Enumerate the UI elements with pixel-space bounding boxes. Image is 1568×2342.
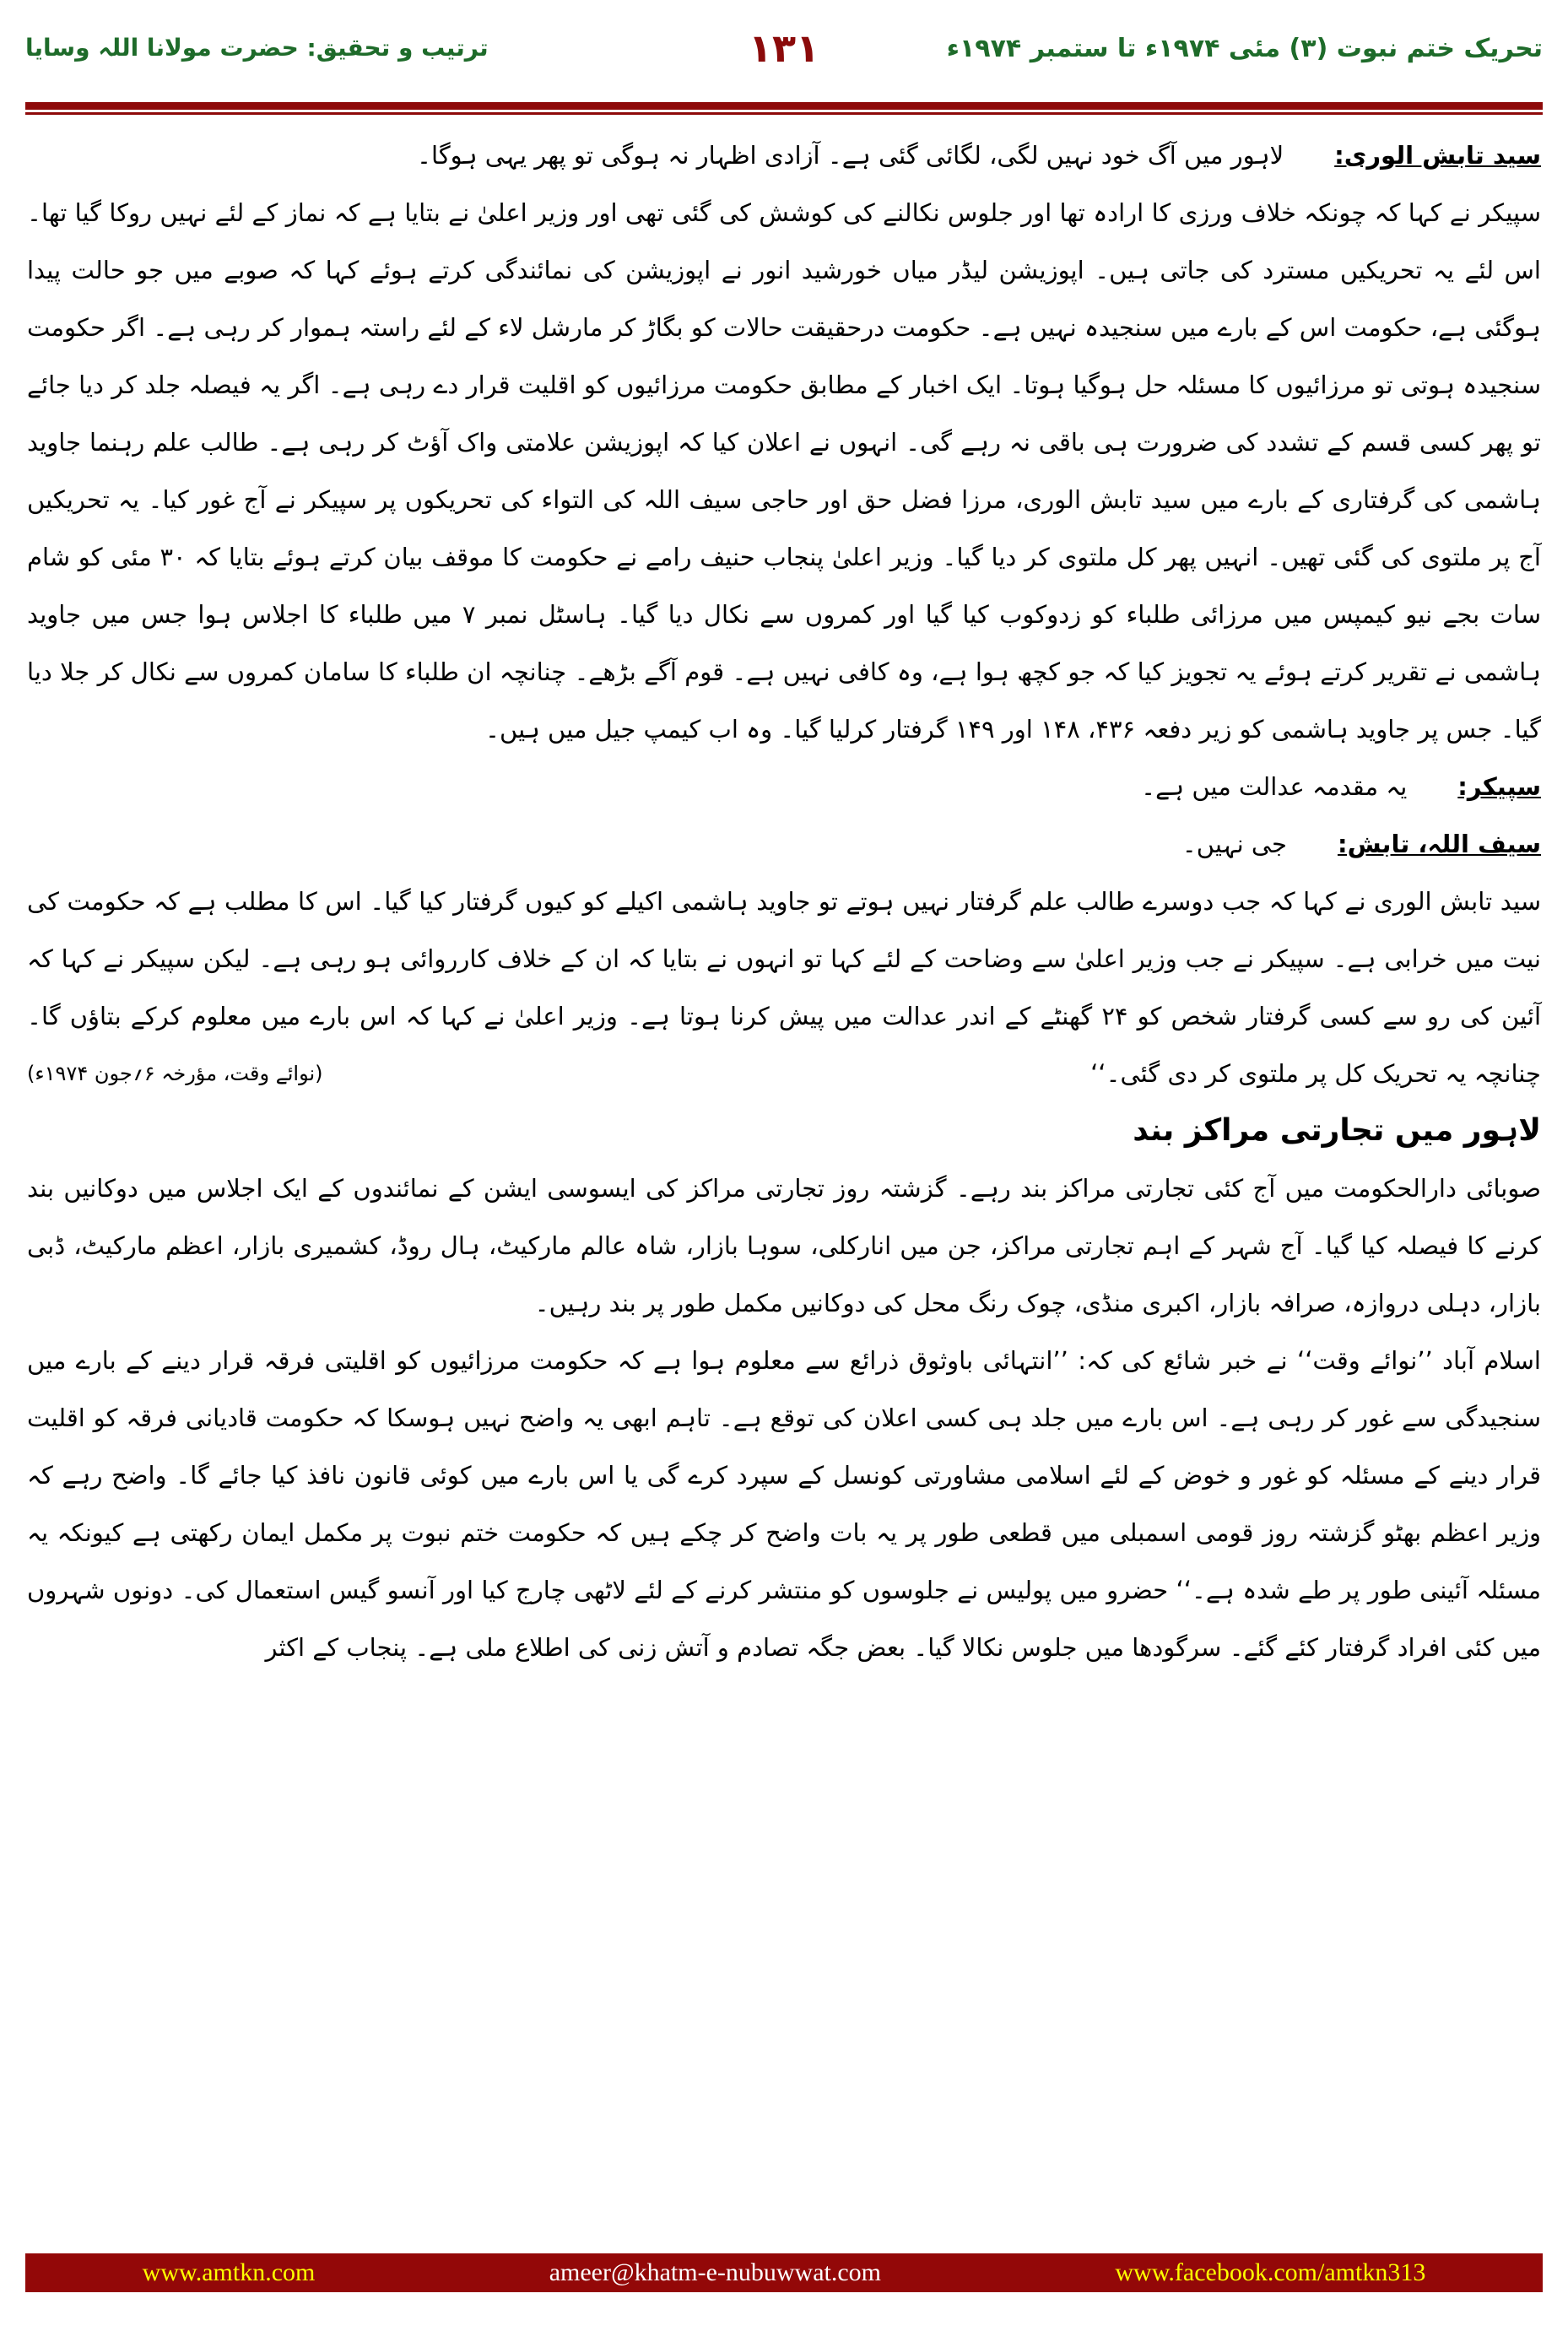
page-footer (25, 2253, 1543, 2292)
speaker-line (27, 815, 1541, 873)
speaker-text: جی نہیں۔ (1181, 830, 1287, 858)
header-rule-thin (25, 112, 1543, 115)
facebook-link[interactable]: www.facebook.com/amtkn313 (1115, 2258, 1426, 2286)
speaker-text: لاہور میں آگ خود نہیں لگی، لگائی گئی ہے۔ آزادی اظہار نہ ہوگی تو پھر یہی ہوگا۔ (416, 141, 1284, 170)
section-heading: لاہور میں تجارتی مراکز بند (1133, 1113, 1541, 1148)
page-header (25, 25, 1543, 101)
header-rule-thick (25, 102, 1543, 110)
paragraph-text: سید تابش الوری نے کہا کہ جب دوسرے طالب علم گرفتار نہیں ہوتے تو جاوید ہاشمی اکیلے کو کیوں گرفتار کیا گیا۔ اس کا مطلب ہے کہ حکومت کی نیت میں خرابی ہے۔ سپیکر نے جب وزیر اعلیٰ سے وضاحت کے لئے کہا تو انہوں نے بتایا کہ ان کے خلاف کارروائی ہو رہی ہے۔ لیکن سپیکر نے کہا کہ آئین کی رو سے کسی گرفتار شخص کو ۲۴ گھنٹے کے اندر عدالت میں پیش کرنا ہوتا ہے۔ وزیر اعلیٰ نے کہا کہ اس بارے میں معلوم کرکے بتاؤں گا۔ چنانچہ یہ تحریک کل پر ملتوی کر دی گئی۔‘‘ (27, 887, 1542, 1088)
paragraph: اسلام آباد ’’نوائے وقت‘‘ نے خبر شائع کی کہ: ’’انتہائی باوثوق ذرائع سے معلوم ہوا ہے کہ حکومت مرزائیوں کو اقلیتی فرقہ قرار دینے کے بارے میں سنجیدگی سے غور کر رہی ہے۔ اس بارے میں جلد ہی کسی اعلان کی توقع ہے۔ تاہم ابھی یہ واضح نہیں ہوسکا کہ حکومت قادیانی فرقہ کو اقلیت قرار دینے کے مسئلہ کو غور و خوض کے لئے اسلامی مشاورتی کونسل کے سپرد کرے گی یا اس بارے میں کوئی قانون نافذ کیا جائے گا۔ واضح رہے کہ وزیر اعظم بھٹو گزشتہ روز قومی اسمبلی میں قطعی طور پر یہ بات واضح کر چکے ہیں کہ حکومت ختم نبوت پر مکمل ایمان رکھتی ہے کیونکہ یہ مسئلہ آئینی طور پر طے شدہ ہے۔‘‘ حضرو میں پولیس نے جلوسوں کو منتشر کرنے کے لئے لاٹھی چارج کیا اور آنسو گیس استعمال کی۔ دونوں شہروں میں کئی افراد گرفتار کئے گئے۔ سرگودھا میں جلوس نکالا گیا۔ بعض جگہ تصادم و آتش زنی کی اطلاع ملی ہے۔ پنجاب کے اکثر (27, 1346, 1541, 1662)
paragraph (27, 873, 1541, 1102)
website-link[interactable]: www.amtkn.com (142, 2258, 316, 2286)
speaker-line (27, 758, 1541, 815)
paragraph: سپیکر نے کہا کہ چونکہ خلاف ورزی کا ارادہ تھا اور جلوس نکالنے کی کوشش کی گئی تھی اور وزیر اعلیٰ نے بتایا ہے کہ نماز کے لئے نہیں روکا گیا تھا۔ اس لئے یہ تحریکیں مسترد کی جاتی ہیں۔ اپوزیشن لیڈر میاں خورشید انور نے اپوزیشن کی نمائندگی کرتے ہوئے کہا کہ صوبے میں جو حالت پیدا ہوگئی ہے، حکومت اس کے بارے میں سنجیدہ نہیں ہے۔ حکومت درحقیقت حالات کو بگاڑ کر مارشل لاء کے لئے راستہ ہموار کر رہی ہے۔ اگر حکومت سنجیدہ ہوتی تو مرزائیوں کا مسئلہ حل ہوگیا ہوتا۔ ایک اخبار کے مطابق حکومت مرزائیوں کو اقلیت قرار دے رہی ہے۔ اگر یہ فیصلہ جلد کر دیا جائے تو پھر کسی قسم کے تشدد کی ضرورت ہی باقی نہ رہے گی۔ انہوں نے اعلان کیا کہ اپوزیشن علامتی واک آؤٹ کر رہی ہے۔ طالب علم رہنما جاوید ہاشمی کی گرفتاری کے بارے میں سید تابش الوری، مرزا فضل حق اور حاجی سیف اللہ کی التواء کی تحریکوں پر سپیکر نے آج غور کیا۔ یہ تحریکیں آج پر ملتوی کی گئی تھیں۔ انہیں پھر کل ملتوی کر دیا گیا۔ وزیر اعلیٰ پنجاب حنیف رامے نے حکومت کا موقف بیان کرتے ہوئے بتایا کہ ۳۰ مئی کو شام سات بجے نیو کیمپس میں مرزائی طلباء کو زدوکوب کیا گیا اور کمروں سے نکال دیا گیا۔ ہاسٹل نمبر ۷ میں طلباء کا اجلاس ہوا جس میں جاوید ہاشمی نے تقریر کرتے ہوئے یہ تجویز کیا کہ جو کچھ ہوا ہے، وہ کافی نہیں ہے۔ قوم آگے بڑھے۔ چنانچہ ان طلباء کا سامان کمروں سے نکال کر جلا دیا گیا۔ جس پر جاوید ہاشمی کو زیر دفعہ ۴۳۶، ۱۴۸ اور ۱۴۹ گرفتار کرلیا گیا۔ وہ اب کیمپ جیل میں ہیں۔ (27, 198, 1541, 744)
document-body (27, 127, 1541, 1676)
speaker-label: سپیکر: (1457, 772, 1541, 801)
source-citation: (نوائے وقت، مؤرخہ ۶؍جون ۱۹۷۴ء) (27, 1062, 323, 1085)
speaker-text: یہ مقدمہ عدالت میں ہے۔ (1141, 772, 1408, 801)
speaker-line (27, 127, 1541, 184)
speaker-label: سید تابش الوری: (1334, 141, 1541, 170)
paragraph: صوبائی دارالحکومت میں آج کئی تجارتی مراکز بند رہے۔ گزشتہ روز تجارتی مراکز کی ایسوسی ایشن کے نمائندوں کے ایک اجلاس میں دوکانیں بند کرنے کا فیصلہ کیا گیا۔ آج شہر کے اہم تجارتی مراکز، جن میں انارکلی، سوہا بازار، شاہ عالم مارکیٹ، ہال روڈ، کشمیری بازار، اعظم مارکیٹ، ڈبی بازار، دہلی دروازہ، صرافہ بازار، اکبری منڈی، چوک رنگ محل کی دوکانیں مکمل طور پر بند رہیں۔ (27, 1174, 1541, 1317)
email-link[interactable]: ameer@khatm-e-nubuwwat.com (549, 2258, 882, 2286)
speaker-label: سیف اللہ، تابش: (1337, 830, 1541, 858)
book-title: تحریک ختم نبوت (۳) مئی ۱۹۷۴ء تا ستمبر ۱۹۷۴ء (946, 34, 1543, 63)
compiler-credit: ترتیب و تحقیق: حضرت مولانا اللہ وسایا (25, 34, 489, 62)
page-number: ۱۳۱ (748, 25, 820, 71)
